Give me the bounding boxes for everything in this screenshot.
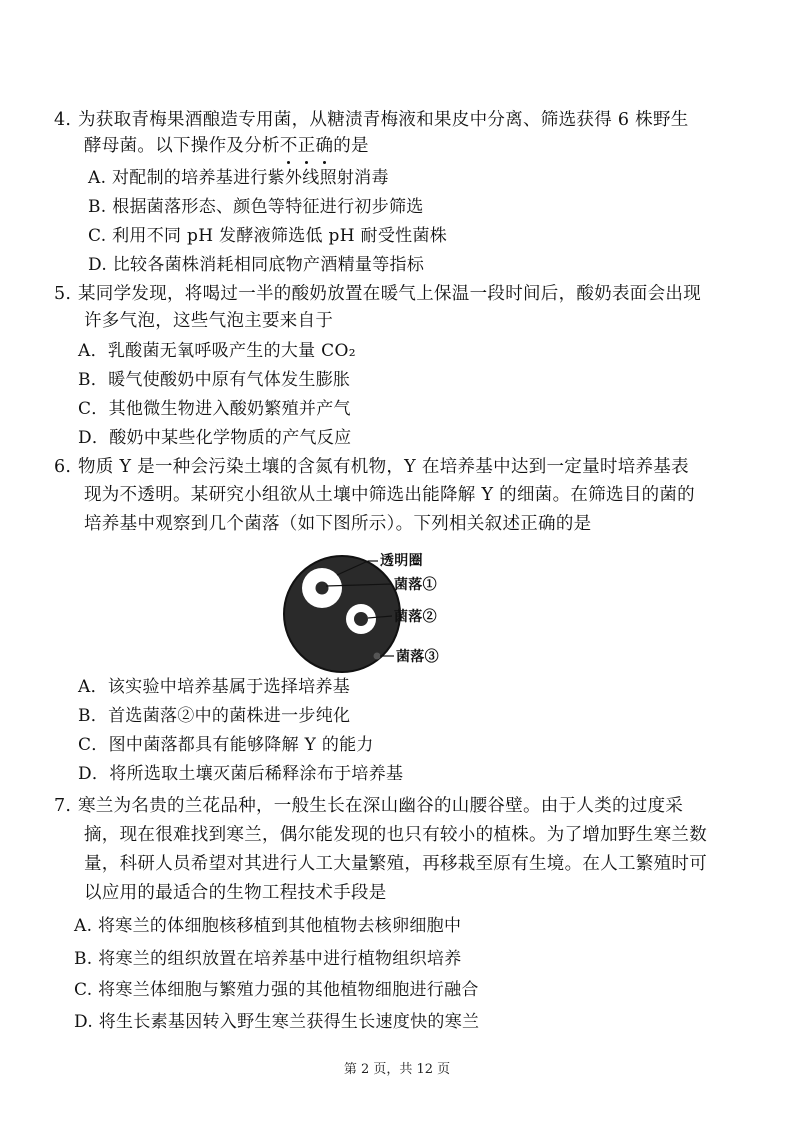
page-footer: 第 2 页，共 12 页	[343, 1062, 451, 1077]
question-7-line4: 以应用的最适合的生物工程技术手段是	[84, 883, 387, 903]
colony-2	[354, 612, 368, 626]
option-b: B. 将寒兰的组织放置在培养基中进行植物组织培养	[74, 949, 462, 969]
question-stem: 的是	[333, 136, 369, 156]
question-6-line2: 现为不透明。某研究小组欲从土壤中筛选出能降解 Y 的细菌。在筛选目的菌的	[84, 485, 695, 505]
question-number: 7.	[54, 796, 72, 816]
question-7	[54, 792, 744, 821]
question-6	[54, 453, 744, 482]
emphasis-char: 确	[315, 132, 333, 161]
question-stem: 为获取青梅果酒酿造专用菌，从糖渍青梅液和果皮中分离、筛选获得 6 株野生	[78, 110, 689, 130]
option-d: D. 将生长素基因转入野生寒兰获得生长速度快的寒兰	[74, 1012, 480, 1032]
colony-1	[316, 582, 329, 595]
question-7-line3: 量，科研人员希望对其进行人工大量繁殖，再移栽至原有生境。在人工繁殖时可	[84, 854, 707, 874]
question-7-line2: 摘，现在很难找到寒兰，偶尔能发现的也只有较小的植株。为了增加野生寒兰数	[84, 825, 707, 845]
option-a: A. 对配制的培养基进行紫外线照射消毒	[88, 168, 389, 188]
option-c: C．图中菌落都具有能够降解 Y 的能力	[78, 735, 374, 755]
option-d: D．酸奶中某些化学物质的产气反应	[78, 428, 352, 448]
question-stem: 寒兰为名贵的兰花品种，一般生长在深山幽谷的山腰谷壁。由于人类的过度采	[78, 796, 684, 816]
option-d: D. 比较各菌株消耗相同底物产酒精量等指标	[88, 255, 425, 275]
question-4	[54, 106, 744, 135]
option-b: B．暖气使酸奶中原有气体发生膨胀	[78, 370, 351, 390]
question-5	[54, 280, 744, 309]
question-6-line3: 培养基中观察到几个菌落（如下图所示）。下列相关叙述正确的是	[84, 514, 592, 534]
emphasis-char: 正	[298, 132, 316, 161]
option-d: D．将所选取土壤灭菌后稀释涂布于培养基	[78, 764, 404, 784]
label-colony-2: 菌落②	[394, 609, 437, 625]
emphasis-char: 不	[280, 132, 298, 161]
question-stem: 酵母菌。以下操作及分析	[84, 136, 280, 156]
label-colony-1: 菌落①	[394, 577, 437, 593]
question-5-line2: 许多气泡，这些气泡主要来自于	[84, 311, 334, 331]
question-number: 6.	[54, 457, 72, 477]
option-a: A．乳酸菌无氧呼吸产生的大量 CO₂	[78, 341, 356, 361]
option-b: B．首选菌落②中的菌株进一步纯化	[78, 706, 351, 726]
option-c: C．其他微生物进入酸奶繁殖并产气	[78, 399, 351, 419]
question-number: 5.	[54, 284, 72, 304]
option-a: A. 将寒兰的体细胞核移植到其他植物去核卵细胞中	[74, 916, 462, 936]
colony-3	[374, 653, 381, 660]
question-stem: 物质 Y 是一种会污染土壤的含氮有机物，Y 在培养基中达到一定量时培养基表	[78, 457, 689, 477]
label-colony-3: 菌落③	[396, 649, 439, 665]
option-c: C. 利用不同 pH 发酵液筛选低 pH 耐受性菌株	[88, 226, 448, 246]
question-4-line2	[54, 132, 774, 161]
label-clear-zone: 透明圈	[380, 553, 423, 569]
option-c: C. 将寒兰体细胞与繁殖力强的其他植物细胞进行融合	[74, 980, 479, 1000]
option-a: A．该实验中培养基属于选择培养基	[78, 677, 351, 697]
question-number: 4.	[54, 110, 72, 130]
option-b: B. 根据菌落形态、颜色等特征进行初步筛选	[88, 197, 424, 217]
question-stem: 某同学发现，将喝过一半的酸奶放置在暖气上保温一段时间后，酸奶表面会出现	[78, 284, 701, 304]
